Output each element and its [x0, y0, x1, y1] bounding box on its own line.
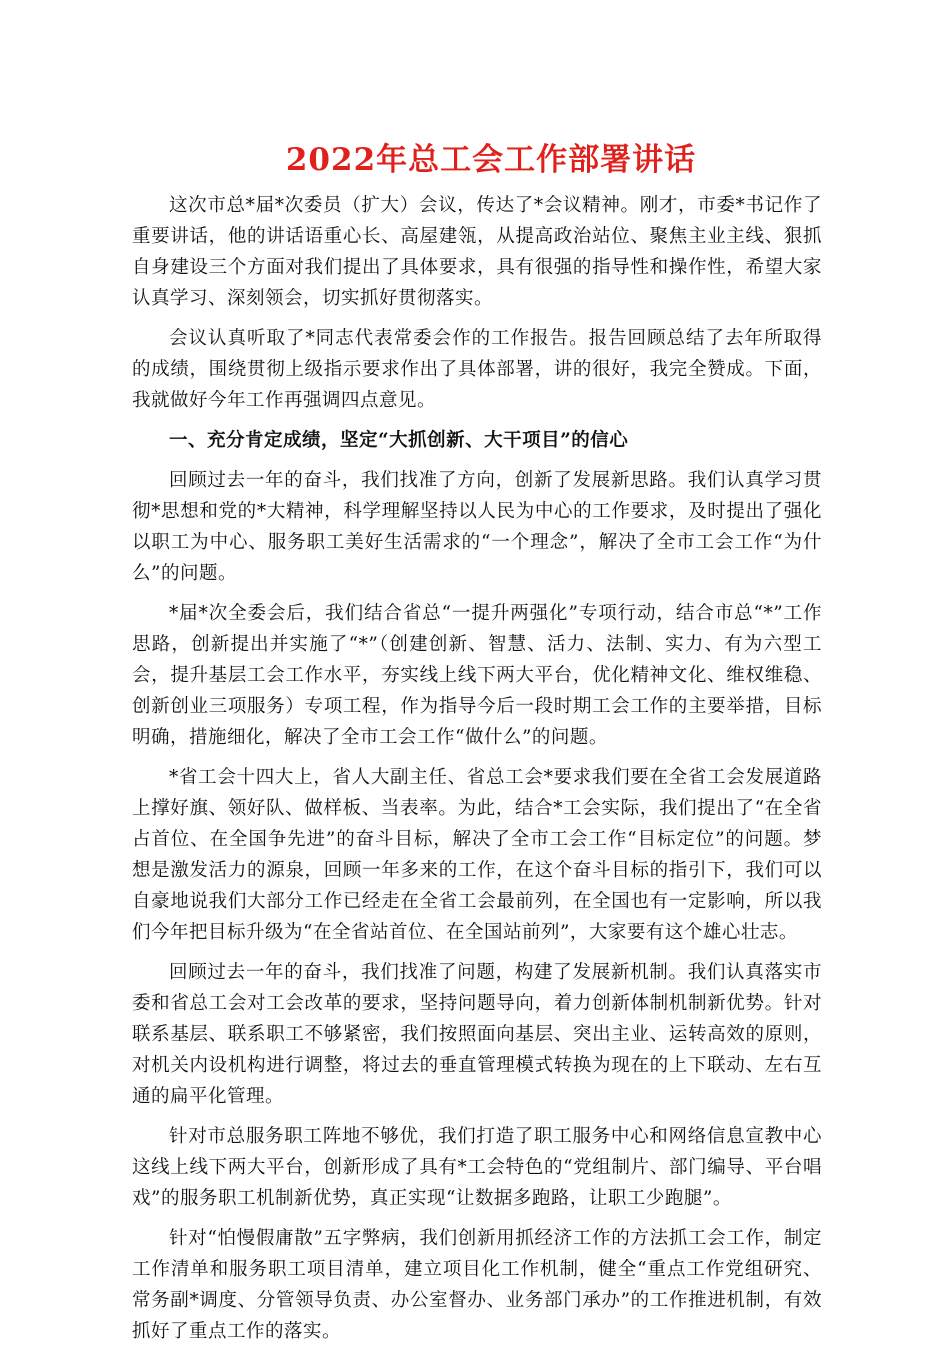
paragraph-8: 针对“怕慢假庸散”五字弊病，我们创新用抓经济工作的方法抓工会工作，制定工作清单和服务职工项目清单，建立项目化工作机制，健全“重点工作党组研究、常务副*调度、分管领导负责、办公室督办、业务部门承办”的工作推进机制，有效抓好了重点工作的落实。	[132, 1228, 822, 1342]
document-title: 2022年总工会工作部署讲话	[285, 142, 697, 178]
paragraph-7: 针对市总服务职工阵地不够优，我们打造了职工服务中心和网络信息宣教中心这线上线下两大平台，创新形成了具有*工会特色的“党组制片、部门编导、平台唱戏”的服务职工机制新优势，真正实现“让数据多跑路，让职工少跑腿”。	[132, 1126, 822, 1209]
paragraph-4: *届*次全委会后，我们结合省总“一提升两强化”专项行动，结合市总“*”工作思路，创新提出并实施了“*”（创建创新、智慧、活力、法制、实力、有为六型工会，提升基层工会工作水平，夯实线上线下两大平台，优化精神文化、维权维稳、创新创业三项服务）专项工程，作为指导今后一段时期工会工作的主要举措，目标明确，措施细化，解决了全市工会工作“做什么”的问题。	[132, 603, 822, 748]
paragraph-1: 这次市总*届*次委员（扩大）会议，传达了*会议精神。刚才，市委*书记作了重要讲话，他的讲话语重心长、高屋建瓴，从提高政治站位、聚焦主业主线、狠抓自身建设三个方面对我们提出了具体要求，具有很强的指导性和操作性，希望大家认真学习、深刻领会，切实抓好贯彻落实。	[132, 195, 822, 309]
section-heading-1: 一、充分肯定成绩，坚定“大抓创新、大干项目”的信心	[169, 430, 629, 451]
paragraph-6: 回顾过去一年的奋斗，我们找准了问题，构建了发展新机制。我们认真落实市委和省总工会对工会改革的要求，坚持问题导向，着力创新体制机制新优势。针对联系基层、联系职工不够紧密，我们按照面向基层、突出主业、运转高效的原则，对机关内设机构进行调整，将过去的垂直管理模式转换为现在的上下联动、左右互通的扁平化管理。	[132, 962, 822, 1107]
document-page	[132, 140, 822, 1356]
paragraph-2: 会议认真听取了*同志代表常委会作的工作报告。报告回顾总结了去年所取得的成绩，围绕贯彻上级指示要求作出了具体部署，讲的很好，我完全赞成。下面，我就做好今年工作再强调四点意见。	[132, 328, 822, 411]
paragraph-5: *省工会十四大上，省人大副主任、省总工会*要求我们要在全省工会发展道路上撑好旗、领好队、做样板、当表率。为此，结合*工会实际，我们提出了“在全省占首位、在全国争先进”的奋斗目标，解决了全市工会工作“目标定位”的问题。梦想是激发活力的源泉，回顾一年多来的工作，在这个奋斗目标的指引下，我们可以自豪地说我们大部分工作已经走在全省工会最前列，在全国也有一定影响，所以我们今年把目标升级为“在全省站首位、在全国站前列”，大家要有这个雄心壮志。	[132, 767, 822, 943]
paragraph-3: 回顾过去一年的奋斗，我们找准了方向，创新了发展新思路。我们认真学习贯彻*思想和党的*大精神，科学理解坚持以人民为中心的工作要求，及时提出了强化以职工为中心、服务职工美好生活需求的“一个理念”，解决了全市工会工作“为什么”的问题。	[132, 470, 822, 584]
